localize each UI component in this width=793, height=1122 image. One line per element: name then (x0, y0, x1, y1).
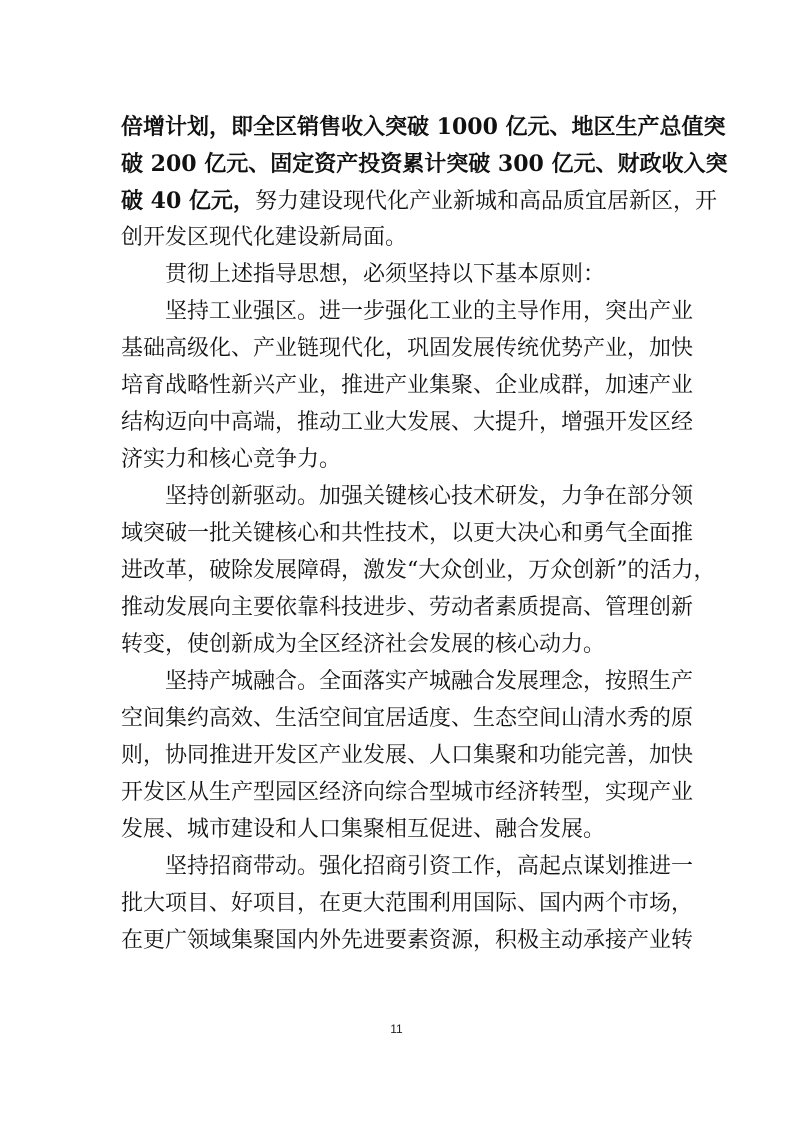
text-segment: 批大项目、好项目，在更大范围利用国际、国内两个市场， (121, 891, 694, 916)
text-line (121, 628, 681, 662)
text-segment: 推动发展向主要依靠科技进步、劳动者素质提高、管理创新 (121, 595, 694, 620)
text-segment: 域突破一批关键核心和共性技术，以更大决心和勇气全面推 (121, 521, 694, 546)
text-segment: 破 40 亿元， (121, 188, 255, 214)
text-line (121, 591, 694, 625)
text-segment: 结构迈向中高端，推动工业大发展、大提升，增强开发区经 (121, 410, 694, 435)
text-segment: 贯彻上述指导思想，必须坚持以下基本原则： (165, 262, 606, 287)
text-line (121, 406, 694, 440)
text-segment: 进改革，破除发展障碍，激发“大众创业，万众创新”的活力， (121, 558, 716, 583)
text-line (165, 480, 694, 514)
principle-heading: 坚持工业强区。 (165, 299, 320, 324)
text-line (121, 924, 694, 958)
text-segment: 济实力和核心竞争力。 (121, 447, 342, 472)
text-line (165, 258, 681, 292)
text-segment: 转变，使创新成为全区经济社会发展的核心动力。 (121, 632, 606, 657)
text-segment: 空间集约高效、生活空间宜居适度、生态空间山清水秀的原 (121, 706, 694, 731)
text-line (121, 887, 694, 921)
text-segment: 加强关键核心技术研发，力争在部分领 (319, 484, 694, 509)
principle-heading: 坚持产城融合。 (165, 669, 320, 694)
text-segment: 基础高级化、产业链现代化，巩固发展传统优势产业，加快 (121, 336, 694, 361)
text-line (121, 184, 717, 218)
text-segment: 破 200 亿元、固定资产投资累计突破 300 亿元、财政收入突 (121, 151, 728, 177)
page-number: 11 (390, 1022, 403, 1036)
text-segment: 倍增计划，即全区销售收入突破 1000 亿元、地区生产总值突 (121, 114, 726, 140)
text-line (121, 332, 694, 366)
text-line (121, 776, 694, 810)
text-line (165, 295, 694, 329)
text-segment: 在更广领域集聚国内外先进要素资源，积极主动承接产业转 (121, 928, 694, 953)
text-segment: 努力建设现代化产业新城和高品质宜居新区，开 (254, 189, 717, 214)
text-line (165, 665, 694, 699)
text-segment: 开发区从生产型园区经济向综合型城市经济转型，实现产业 (121, 780, 694, 805)
text-segment: 全面落实产城融合发展理念，按照生产 (319, 669, 694, 694)
text-line (121, 739, 694, 773)
text-line (165, 850, 694, 884)
text-line (121, 147, 728, 181)
text-segment: 发展、城市建设和人口集聚相互促进、融合发展。 (121, 817, 606, 842)
text-line (121, 369, 694, 403)
text-segment: 创开发区现代化建设新局面。 (121, 225, 408, 250)
text-segment: 培育战略性新兴产业，推进产业集聚、企业成群，加速产业 (121, 373, 694, 398)
text-segment: 强化招商引资工作，高起点谋划推进一 (319, 854, 694, 879)
text-line (121, 110, 726, 144)
text-line (121, 813, 681, 847)
text-line (121, 221, 681, 255)
text-line (121, 443, 681, 477)
text-segment: 则，协同推进开发区产业发展、人口集聚和功能完善，加快 (121, 743, 694, 768)
text-segment: 进一步强化工业的主导作用，突出产业 (319, 299, 694, 324)
principle-heading: 坚持招商带动。 (165, 854, 320, 879)
text-line (121, 554, 716, 588)
text-line (121, 702, 694, 736)
principle-heading: 坚持创新驱动。 (165, 484, 320, 509)
text-line (121, 517, 694, 551)
